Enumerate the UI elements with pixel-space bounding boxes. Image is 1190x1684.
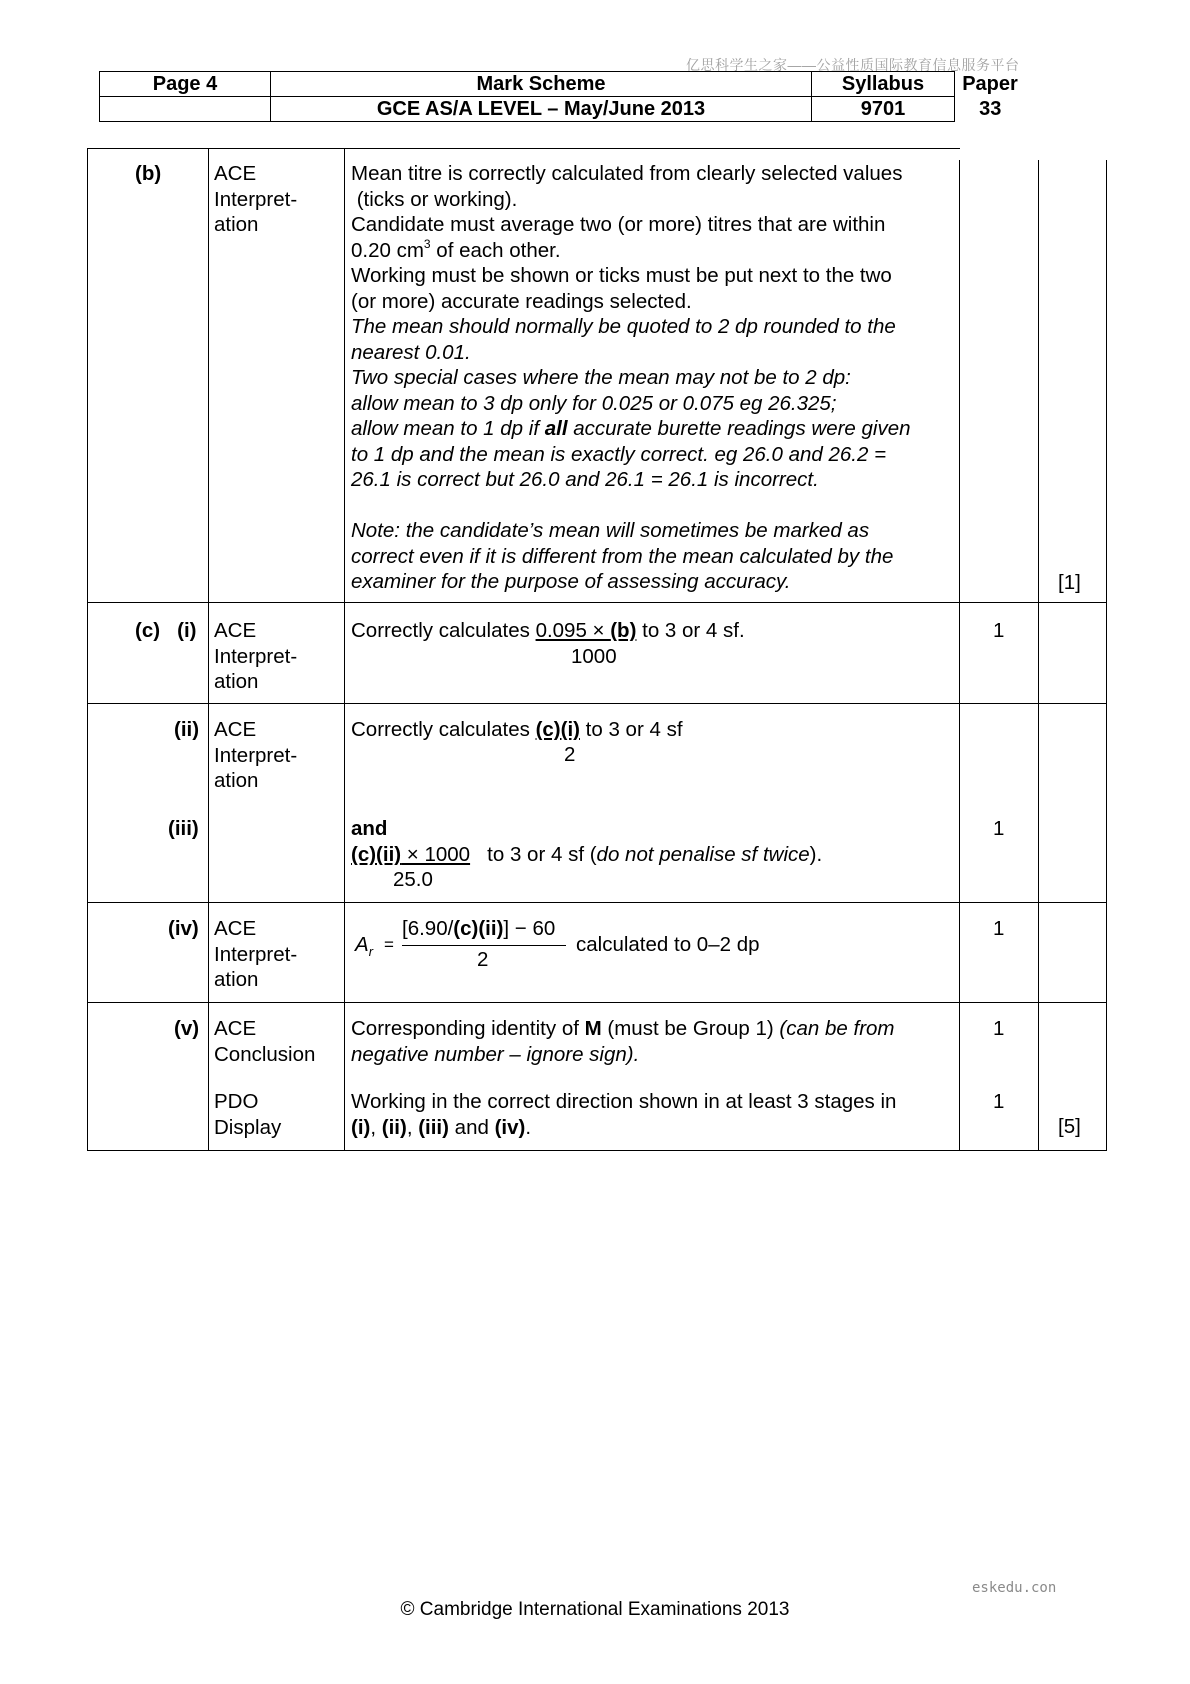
text-line: Note: the candidate’s mean will sometimes be marked as (351, 519, 870, 542)
fraction-bar (402, 945, 566, 946)
text-line: Two special cases where the mean may not be to 2 dp: (351, 366, 851, 389)
text-line (351, 416, 911, 442)
skill-line: ACE (214, 162, 257, 185)
text-line: allow mean to 3 dp only for 0.025 or 0.075 eg 26.325; (351, 391, 837, 415)
syllabus-label: Syllabus (812, 72, 955, 97)
text: and (448, 1115, 495, 1139)
fraction-numerator (402, 916, 555, 942)
fraction-denominator: 2 (564, 743, 576, 766)
text-bold: (iii) (418, 1115, 449, 1139)
text: × 1000 (401, 843, 471, 866)
skill-line: ACE (214, 619, 257, 642)
mark-c-iii: 1 (993, 817, 1005, 840)
text-line (351, 1115, 896, 1141)
mark-c-v-2: 1 (993, 1090, 1005, 1113)
skill-line: ation (214, 670, 259, 693)
text: [6.90/ (402, 917, 454, 940)
subscript: r (368, 944, 374, 960)
fraction-denominator: 2 (477, 948, 489, 971)
value: of each other. (430, 238, 561, 262)
question-label-c-ii: (ii) (174, 718, 200, 741)
mark-c-iv: 1 (993, 917, 1005, 940)
skill-line: Interpret- (214, 942, 298, 966)
skill-line: ACE (214, 1017, 257, 1040)
text-bold: (i) (351, 1115, 371, 1139)
text-line: Working in the correct direction shown in at least 3 stages in (351, 1090, 897, 1113)
text: accurate burette readings were given (567, 417, 911, 440)
skill-line: Interpret- (214, 743, 298, 767)
skill-line: PDO (214, 1090, 259, 1113)
guidance-b (351, 161, 911, 595)
page-number: Page 4 (100, 72, 271, 97)
text-italic: (can be from (779, 1017, 895, 1040)
skill-b (214, 161, 297, 238)
text-bold: all (544, 417, 568, 440)
watermark-bottom: eskedu.con (972, 1580, 1057, 1596)
ar-symbol (355, 932, 373, 965)
page-header-table (99, 71, 1026, 122)
skill-c-v-pdo (214, 1089, 281, 1140)
and-connector: and (351, 817, 388, 840)
skill-c-v-ace (214, 1016, 315, 1067)
text-bold: M (584, 1017, 602, 1040)
fraction-denominator: 1000 (571, 645, 617, 668)
fraction-numerator (351, 843, 470, 866)
syllabus-code: 9701 (812, 97, 955, 122)
fraction-numerator (536, 619, 637, 642)
total-mark-b: [1] (1058, 571, 1081, 594)
paper-label: Paper (962, 73, 1018, 95)
text: to 3 or 4 sf (579, 718, 683, 741)
question-label-c-i: (c) (i) (135, 619, 197, 642)
total-mark-c: [5] (1058, 1115, 1081, 1138)
text: to 3 or 4 sf ( (470, 843, 597, 866)
question-label-c-iii: (iii) (168, 817, 199, 840)
text-line: (ticks or working). (351, 187, 518, 211)
text-italic: do not penalise sf twice (596, 843, 810, 866)
text-line: Working must be shown or ticks must be put next to the two (351, 264, 892, 287)
skill-line: ation (214, 968, 259, 991)
skill-c-ii (214, 717, 297, 794)
superscript: 3 (423, 236, 431, 251)
text-line: nearest 0.01. (351, 340, 471, 364)
copyright-footer: © Cambridge International Examinations 2013 (400, 1599, 790, 1620)
text-line: Candidate must average two (or more) titres that are within (351, 213, 886, 236)
text-line: to 1 dp and the mean is exactly correct. eg 26.0 and 26.2 = (351, 442, 887, 466)
text-bold: (c)(ii) (351, 843, 402, 866)
fraction-denominator: 25.0 (393, 868, 433, 891)
question-label-c-iv: (iv) (168, 917, 199, 940)
text-line: (or more) accurate readings selected. (351, 289, 692, 313)
text: Correctly calculates (351, 718, 536, 741)
text: , (406, 1115, 419, 1139)
skill-line: ACE (214, 718, 257, 741)
mark-c-v-1: 1 (993, 1017, 1005, 1040)
skill-line: Conclusion (214, 1042, 316, 1066)
mark-c-i: 1 (993, 619, 1005, 642)
empty-cell (100, 97, 271, 122)
skill-line: ation (214, 769, 259, 792)
exam-session: GCE AS/A LEVEL – May/June 2013 (271, 97, 812, 122)
skill-line: Interpret- (214, 644, 298, 668)
watermark-top: 亿思科学生之家——公益性质国际教育信息服务平台 (686, 57, 1020, 73)
guidance-c-iv: calculated to 0–2 dp (576, 933, 760, 956)
text-line (351, 238, 911, 264)
question-label-b: (b) (135, 162, 162, 185)
text: A (355, 933, 369, 956)
guidance-c-i (351, 618, 745, 644)
skill-line: Display (214, 1115, 282, 1139)
guidance-c-v (351, 1016, 896, 1140)
text: 0.095 × (535, 619, 611, 642)
text-line: examiner for the purpose of assessing accuracy. (351, 570, 791, 593)
text-bold: (c)(ii) (453, 917, 504, 940)
text-line: The mean should normally be quoted to 2 dp rounded to the (351, 315, 896, 338)
skill-line: ation (214, 213, 259, 236)
text-line: negative number – ignore sign). (351, 1042, 640, 1066)
text: Corresponding identity of (351, 1017, 585, 1040)
skill-c-i (214, 618, 297, 695)
text-line: 26.1 is correct but 26.0 and 26.1 = 26.1 is incorrect. (351, 468, 819, 491)
text: , (370, 1115, 382, 1139)
text: ). (809, 843, 823, 866)
text-bold: (ii) (381, 1115, 407, 1139)
text-line: correct even if it is different from the mean calculated by the (351, 544, 894, 568)
guidance-c-ii (351, 717, 683, 743)
text-line (351, 1016, 896, 1042)
text: Correctly calculates (351, 619, 536, 642)
text: to 3 or 4 sf. (636, 619, 745, 642)
question-label-c-v: (v) (174, 1017, 200, 1040)
guidance-c-iii (351, 842, 822, 868)
skill-line: ACE (214, 917, 257, 940)
skill-c-iv (214, 916, 297, 993)
paper-number: 33 (979, 98, 1002, 120)
text-bold: (b) (610, 619, 637, 642)
fraction-numerator: (c)(i) (535, 718, 580, 741)
text: (must be Group 1) (601, 1017, 780, 1040)
equals-sign: = (384, 935, 394, 954)
text-line: Mean titre is correctly calculated from clearly selected values (351, 162, 903, 185)
text: . (525, 1115, 532, 1139)
text: ] − 60 (503, 917, 556, 940)
doc-title: Mark Scheme (271, 72, 812, 97)
value: 0.20 cm (351, 238, 424, 262)
text: allow mean to 1 dp if (351, 417, 545, 440)
skill-line: Interpret- (214, 187, 298, 211)
text-bold: (iv) (494, 1115, 526, 1139)
